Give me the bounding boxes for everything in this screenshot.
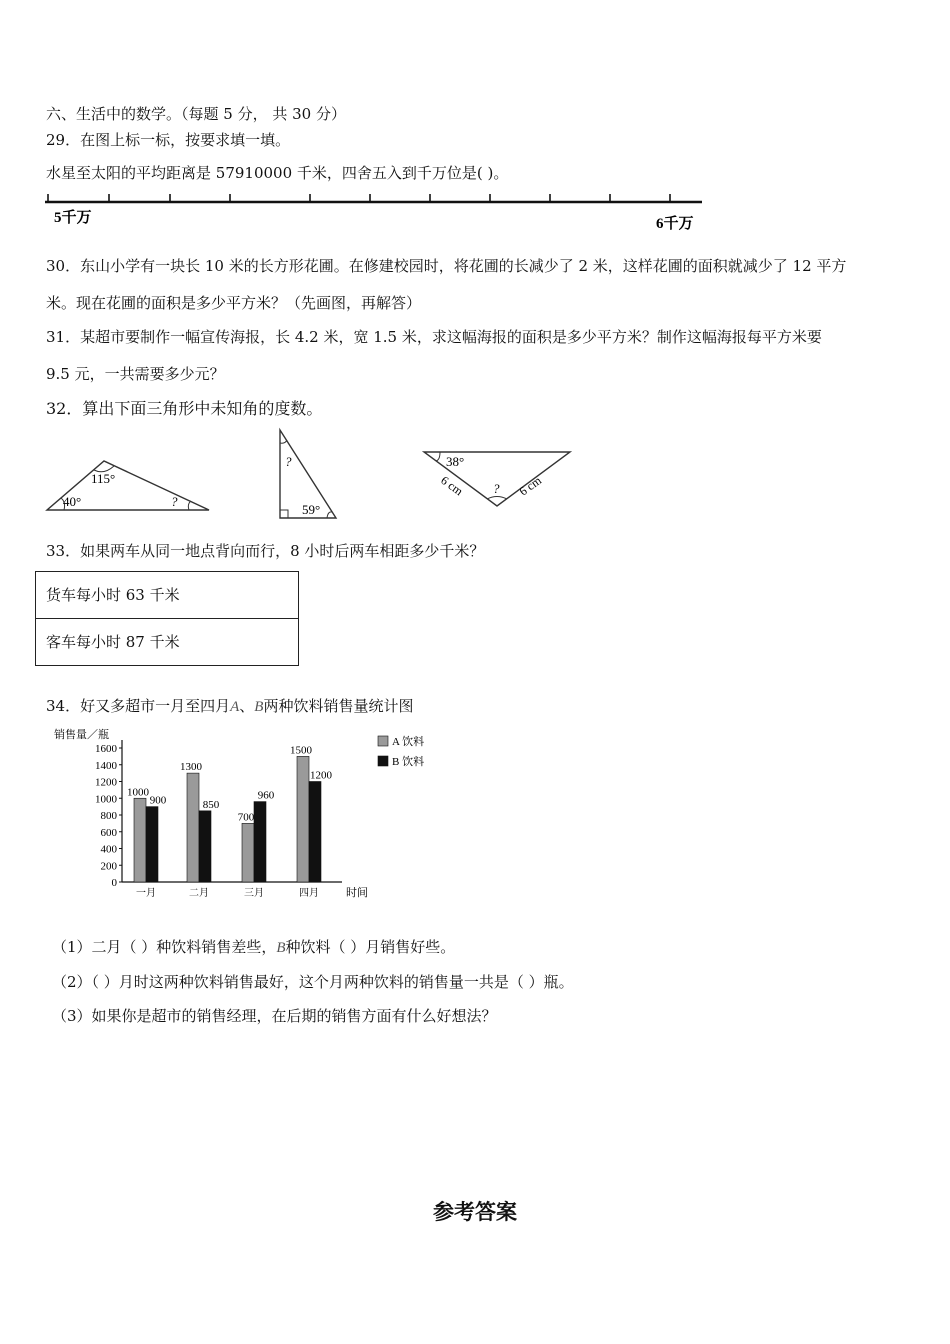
y-tick-label: 1200 xyxy=(95,776,117,789)
y-tick-label: 800 xyxy=(100,810,117,822)
axis-right-label: 6千万 xyxy=(656,216,694,232)
y-tick-label: 1000 xyxy=(95,793,117,806)
data-label: 1000 xyxy=(127,786,149,799)
q29-prompt: 29．在图上标一标，按要求填一填。 xyxy=(46,131,291,149)
q31-line1: 31．某超市要制作一幅宣传海报，长 4.2 米，宽 1.5 米，求这幅海报的面积是多少平方米？制作这幅海报每平方米要 xyxy=(46,328,822,346)
table-row: 客车每小时 87 千米 xyxy=(36,618,298,665)
tri3-top-angle: 38° xyxy=(446,454,465,469)
y-tick-label: 200 xyxy=(100,860,117,873)
q33-prompt: 33．如果两车从同一地点背向而行，8 小时后两车相距多少千米？ xyxy=(46,542,485,560)
q34-sub1-text: （1）二月（ ）种饮料销售差些， xyxy=(52,938,277,956)
tri1-left-angle: 40° xyxy=(63,494,82,509)
data-label: 1300 xyxy=(180,761,202,774)
q29-statement: 水星至太阳的平均距离是 57910000 千米，四舍五入到千万位是( )。 xyxy=(46,164,509,182)
x-tick-label: 二月 xyxy=(189,888,209,899)
data-label: 960 xyxy=(257,789,275,802)
q34-sub1-text-2: 种饮料（ ）月销售好些。 xyxy=(285,938,456,956)
data-label: 700 xyxy=(237,811,255,824)
data-label: 900 xyxy=(149,794,167,807)
q34-sub3: （3）如果你是超市的销售经理，在后期的销售方面有什么好想法？ xyxy=(52,1007,497,1025)
q34-prompt-text-2: 两种饮料销售量统计图 xyxy=(263,697,414,715)
q30-line2: 米。现在花圃的面积是多少平方米？（先画图，再解答） xyxy=(46,294,422,312)
legend-swatch xyxy=(378,756,388,766)
tri3-right-side: 6 cm xyxy=(516,473,544,499)
y-tick-label: 0 xyxy=(111,877,117,889)
bar-a xyxy=(297,756,309,882)
q34-sub1 xyxy=(52,936,455,957)
triangle-1 xyxy=(44,455,214,515)
bar-a xyxy=(242,823,254,882)
data-label: 1200 xyxy=(310,769,332,782)
q34-prompt-text: 34．好又多超市一月至四月 xyxy=(46,697,231,715)
q34-sub2: （2）（ ）月时这两种饮料销售最好，这个月两种饮料的销售量一共是（ ）瓶。 xyxy=(52,973,574,991)
answers-title: 参考答案 xyxy=(433,1200,517,1224)
tri1-unknown: ? xyxy=(171,494,178,509)
tri1-top-angle: 115° xyxy=(91,471,116,486)
sales-bar-chart xyxy=(50,724,450,904)
triangle-3 xyxy=(420,448,575,512)
section-title: 六、生活中的数学。（每题 5 分， 共 30 分） xyxy=(46,105,346,123)
bar-b xyxy=(254,802,266,882)
q34-prompt xyxy=(46,695,413,716)
x-tick-label: 三月 xyxy=(244,888,264,899)
table-row: 货车每小时 63 千米 xyxy=(46,586,180,604)
legend-label: B 饮料 xyxy=(392,756,425,768)
tri3-unknown: ? xyxy=(493,481,500,496)
legend-label: A 饮料 xyxy=(392,736,425,748)
var-b: B xyxy=(254,699,264,715)
tri2-bottom-angle: 59° xyxy=(302,502,321,517)
y-tick-label: 1400 xyxy=(95,759,117,772)
y-tick-label: 1600 xyxy=(95,743,117,755)
x-tick-label: 一月 xyxy=(136,888,156,899)
var-b: B xyxy=(276,940,286,956)
axis-left-label: 5千万 xyxy=(54,210,92,226)
triangle-2 xyxy=(275,426,341,522)
x-axis-label: 时间 xyxy=(346,887,368,899)
data-label: 850 xyxy=(202,798,220,811)
data-label: 1500 xyxy=(290,744,312,757)
q32-prompt: 32．算出下面三角形中未知角的度数。 xyxy=(46,399,323,418)
tri3-left-side: 6 cm xyxy=(438,473,466,499)
q31-line2: 9.5 元，一共需要多少元？ xyxy=(46,365,225,383)
y-tick-label: 400 xyxy=(100,843,117,856)
q33-speed-table xyxy=(35,571,299,666)
legend-swatch xyxy=(378,736,388,746)
q29-number-line xyxy=(40,188,720,234)
bar-b xyxy=(146,807,158,882)
x-tick-label: 四月 xyxy=(299,888,319,899)
bar-a xyxy=(187,773,199,882)
bar-a xyxy=(134,798,146,882)
y-tick-label: 600 xyxy=(100,826,117,839)
bar-b xyxy=(309,782,321,883)
q34-sep: 、 xyxy=(239,697,255,715)
q30-line1: 30．东山小学有一块长 10 米的长方形花圃。在修建校园时，将花圃的长减少了 2 米，这样花圃的面积就减少了 12 平方 xyxy=(46,257,847,275)
bar-b xyxy=(199,811,211,882)
y-axis-label: 销售量／瓶 xyxy=(54,729,109,741)
tri2-unknown: ? xyxy=(285,454,292,469)
var-a: A xyxy=(230,699,240,715)
